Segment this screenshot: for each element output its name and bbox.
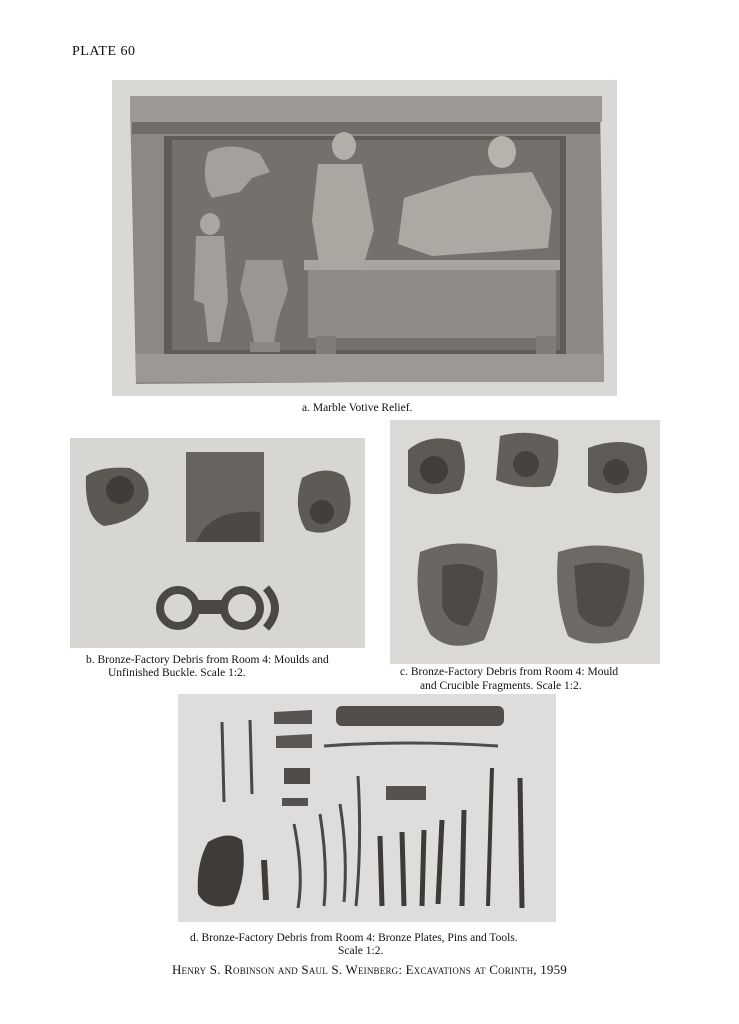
photo-moulds-buckle xyxy=(70,438,365,648)
plates-pins-tools-image xyxy=(178,694,556,922)
caption-c-line1: c. Bronze-Factory Debris from Room 4: Mould xyxy=(400,666,619,678)
caption-a: a. Marble Votive Relief. xyxy=(302,402,413,414)
footer-citation: Henry S. Robinson and Saul S. Weinberg: Excavations at Corinth, 1959 xyxy=(171,962,568,977)
mould-crucible-image xyxy=(390,420,660,664)
caption-b-line1: b. Bronze-Factory Debris from Room 4: Moulds and xyxy=(86,654,329,666)
caption-c-line2: and Crucible Fragments. Scale 1:2. xyxy=(420,680,582,692)
photo-mould-crucible xyxy=(390,420,660,664)
caption-b-line2: Unfinished Buckle. Scale 1:2. xyxy=(108,667,246,679)
photo-plates-pins-tools xyxy=(178,694,556,922)
caption-d-line2: Scale 1:2. xyxy=(338,945,384,957)
caption-d-line1: d. Bronze-Factory Debris from Room 4: Bronze Plates, Pins and Tools. xyxy=(190,932,518,944)
votive-relief-image xyxy=(112,80,617,396)
moulds-buckle-image xyxy=(70,438,365,648)
plate-label: PLATE 60 xyxy=(72,44,136,59)
photo-votive-relief xyxy=(112,80,617,396)
